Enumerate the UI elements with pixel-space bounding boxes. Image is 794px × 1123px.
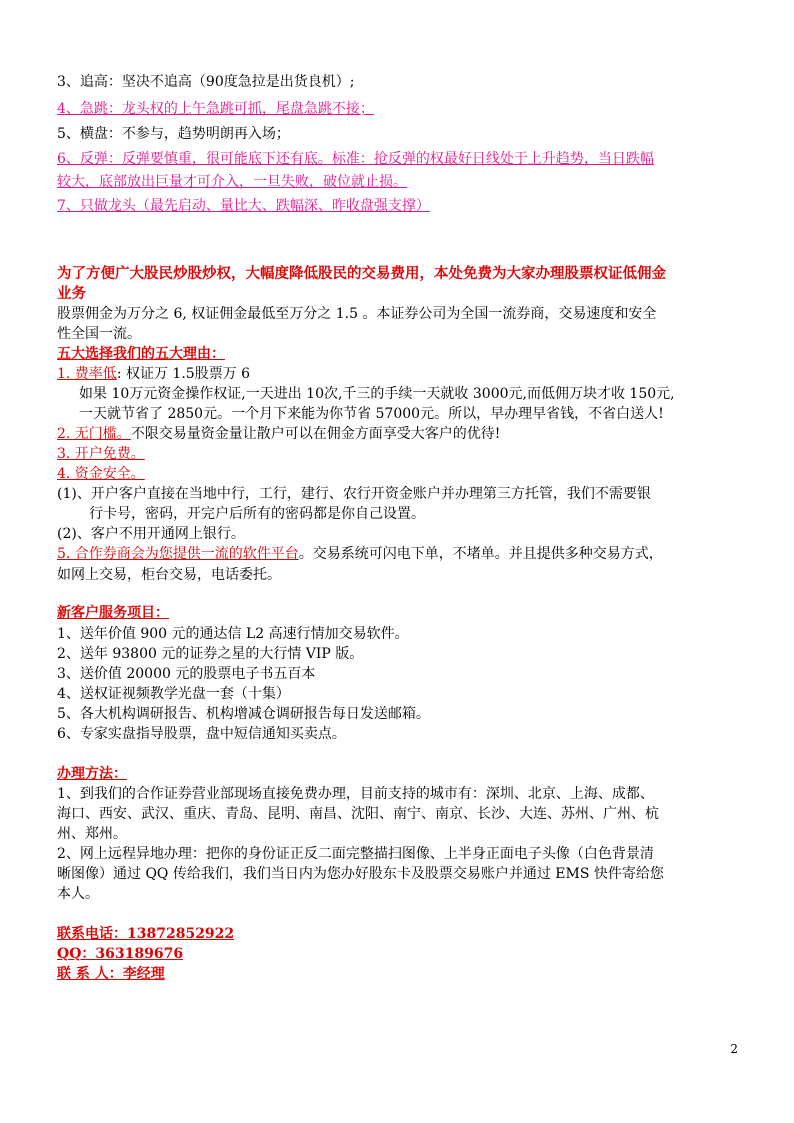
reasons-title: 五大选择我们的五大理由： [57, 346, 225, 362]
reason-3: 3. 开户免费。 [57, 446, 145, 462]
page-number: 2 [730, 1042, 738, 1056]
list-item-sideways: 5、横盘：不参与，趋势明朗再入场； [57, 126, 290, 142]
list-item-leader: 7、只做龙头（最先启动、量比大、跌幅深、昨收盘强支撑） [57, 198, 430, 214]
contact-phone: 联系电话：13872852922 [57, 926, 235, 942]
reason-5-text: 。交易系统可闪电下单，不堵单。并且提供多种交易方式， [298, 546, 663, 562]
promo-body-line2: 性全国一流。 [57, 326, 141, 342]
service-item-1: 1、送年价值 900 元的通达信 L2 高速行情加交易软件。 [57, 626, 409, 642]
service-item-3: 3、送价值 20000 元的股票电子书五百本 [57, 666, 316, 682]
promo-headline-line1: 为了方便广大股民炒股炒权，大幅度降低股民的交易费用，本处免费为大家办理股票权证低佣金 [57, 265, 666, 282]
method-title: 办理方法： [57, 766, 127, 782]
reason-1-text: : 权证万 1.5股票万 6 [116, 366, 251, 382]
contact-qq: QQ：363189676 [57, 946, 184, 962]
method-2-line3: 本人。 [57, 886, 99, 902]
services-title: 新客户服务项目： [57, 605, 169, 621]
method-1-line2: 海口、西安、武汉、重庆、青岛、昆明、南昌、沈阳、南宁、南京、长沙、大连、苏州、广州、杭 [57, 806, 659, 822]
service-item-4: 4、送权证视频教学光盘一套（十集） [57, 686, 290, 702]
promo-headline-line2: 业务 [57, 285, 86, 302]
service-item-2: 2、送年 93800 元的证券之星的大行情 VIP 版。 [57, 646, 364, 662]
reason-2-text: 不限交易量资金量让散户可以在佣金方面享受大客户的优待! [130, 426, 501, 442]
method-2-line2: 晰图像）通过 QQ 传给我们，我们当日内为您办好股东卡及股票交易账户并通过 EMS 快件寄给您 [57, 866, 664, 882]
service-item-6: 6、专家实盘指导股票，盘中短信通知买卖点。 [57, 726, 346, 742]
reason-4: 4. 资金安全。 [57, 466, 145, 482]
reason-5-label: 5. 合作券商会为您提供一流的软件平台 [57, 546, 299, 562]
list-item-rebound-line2: 较大，底部放出巨量才可介入，一旦失败，破位就止损。 [57, 174, 407, 190]
reason-5-text-line2: 如网上交易，柜台交易，电话委托。 [57, 567, 281, 583]
reason-1-detail-line2: 一天就节省了 2850元。一个月下来能为你节省 57000元。所以，早办理早省钱，不省白送人! [79, 406, 664, 422]
reason-5 [57, 545, 663, 563]
list-item-jump: 4、急跳：龙头权的上午急跳可抓，尾盘急跳不接； [57, 101, 374, 117]
contact-person: 联 系 人：李经理 [57, 966, 165, 982]
reason-1-detail-line1: 如果 10万元资金操作权证,一天进出 10次,千三的手续一天就收 3000元,而低佣万块才收 150元, [79, 386, 675, 402]
reason-1 [57, 365, 250, 383]
reason-4-sub1-line2: 行卡号，密码，开完户后所有的密码都是你自己设置。 [89, 506, 425, 522]
reason-2-label: 2. 无门槛。 [57, 426, 131, 442]
promo-body-line1: 股票佣金为万分之 6, 权证佣金最低至万分之 1.5 。本证券公司为全国一流券商，交易速度和安全 [57, 306, 657, 322]
reason-1-label: 1. 费率低 [57, 366, 117, 382]
method-1-line3: 州、郑州。 [57, 826, 127, 842]
list-item-rebound-line1: 6、反弹：反弹要慎重，很可能底下还有底。标准：抢反弹的权最好日线处于上升趋势，当日跌幅 [57, 151, 654, 167]
reason-4-sub2: (2)、客户不用开通网上银行。 [57, 526, 245, 542]
reason-4-sub1-line1: (1)、开户客户直接在当地中行，工行，建行、农行开资金账户并办理第三方托管，我们不需要银 [57, 486, 651, 502]
method-1-line1: 1、到我们的合作证券营业部现场直接免费办理，目前支持的城市有：深圳、北京、上海、成都、 [57, 786, 654, 802]
list-item-chase-high: 3、追高：坚决不追高（90度急拉是出货良机）; [57, 74, 355, 90]
method-2-line1: 2、网上远程异地办理：把你的身份证正反二面完整描扫图像、上半身正面电子头像（白色背景清 [57, 846, 654, 862]
reason-2 [57, 425, 500, 443]
service-item-5: 5、各大机构调研报告、机构增减仓调研报告每日发送邮箱。 [57, 706, 430, 722]
